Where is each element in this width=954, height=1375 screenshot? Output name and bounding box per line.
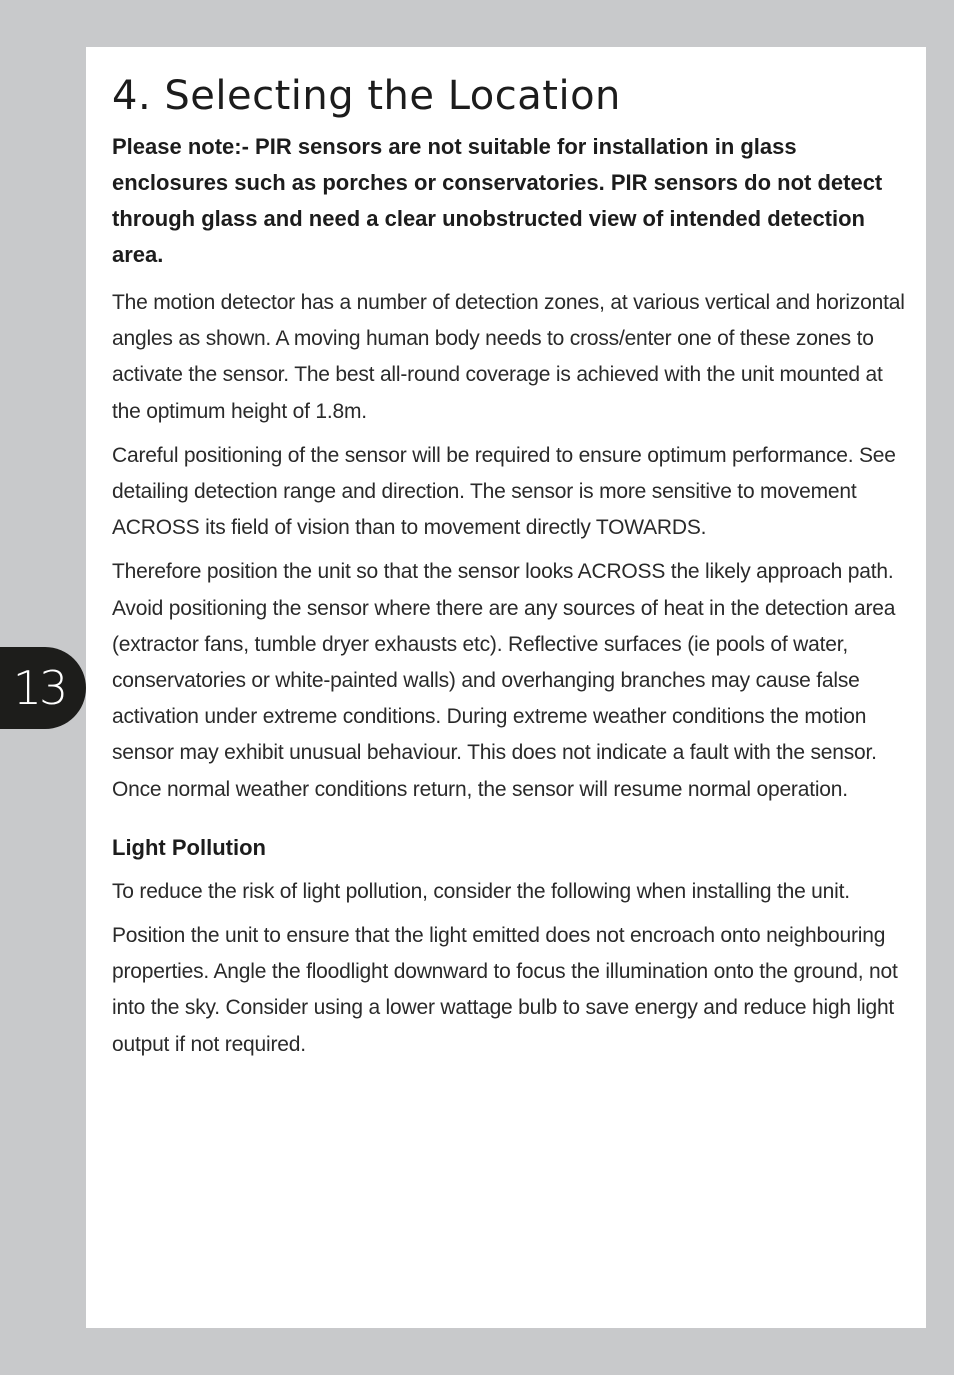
paragraph-positioning: Careful positioning of the sensor will be required to ensure optimum performance. See detailing detection range and direction. The sensor is more sensitive to movement ACROSS its field of vision than to movement directly TOWARDS. bbox=[112, 443, 896, 540]
important-note: Please note:- PIR sensors are not suitable for installation in glass enclosures such as porches or conservatories. PIR sensors do not detect through glass and need a clear unobstructed view of intended detection area. bbox=[112, 134, 883, 267]
paragraph-detection-zones: The motion detector has a number of detection zones, at various vertical and horizontal angles as shown. A moving human body needs to cross/enter one of these zones to activate the sensor. The best all-round coverage is achieved with the unit mounted at the optimum height of 1.8m. bbox=[112, 291, 905, 423]
section-title: 4. Selecting the Location bbox=[112, 73, 621, 119]
document-page bbox=[86, 47, 926, 1328]
paragraph-light-pollution-intro: To reduce the risk of light pollution, consider the following when installing the unit. bbox=[112, 879, 850, 903]
page-number: 13 bbox=[12, 661, 66, 715]
paragraph-heat-sources: Therefore position the unit so that the sensor looks ACROSS the likely approach path. Avoid positioning the sensor where there are any sources of heat in the detection area (extractor fans, tumble dryer exhausts etc). Reflective surfaces (ie pools of water, conservatories or white-painted walls) and overhanging branches may cause false activation under extreme conditions. During extreme weather conditions the motion sensor may exhibit unusual behaviour. This does not indicate a fault with the sensor. Once normal weather conditions return, the sensor will resume normal operation. bbox=[112, 560, 896, 801]
page-content bbox=[112, 71, 912, 1071]
subsection-title: Light Pollution bbox=[112, 834, 266, 860]
paragraph-light-pollution-advice: Position the unit to ensure that the light emitted does not encroach onto neighbouring properties. Angle the floodlight downward to focus the illumination onto the ground, not into the sky. Consider using a lower wattage bulb to save energy and reduce high light output if not required. bbox=[112, 924, 898, 1056]
page-number-tab bbox=[0, 647, 86, 729]
